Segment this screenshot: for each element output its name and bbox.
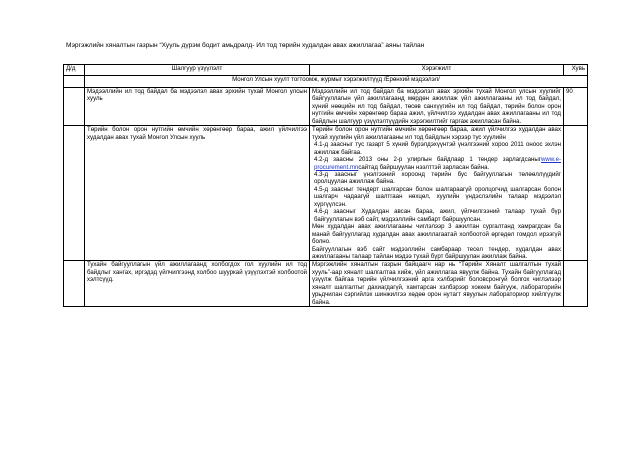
- row-requirement: Төрийн болон орон нутгийн өмчийн хөрөнгөөр бараа, ажил үйлчилгээ худалдан авах тухай Монгол Улсын хууль: [85, 126, 310, 261]
- row-no: [64, 126, 85, 261]
- section-title: Монгол Улсын хуулт тогтоомж, журмыг хэрэгжилтүүд /Ерөнхий мэдээлэл/: [85, 76, 588, 88]
- row-requirement: Мэдээллийн ил тод байдал ба мэдээлэл авах эрхийн тухай Монгол улсын хууль: [85, 88, 310, 126]
- table-header-row: [64, 65, 588, 76]
- row-requirement: Тухайн байгууллагын үйл ажиллагаанд холбогдох гол хуулийн ил тод байдлыг хангах, иргэдэд үйлчилгээнд холбоо шууркай үзүүлэхтэй холбоотой хэлтсүүд.: [85, 261, 310, 307]
- row-no: [64, 88, 85, 126]
- implementation-paragraph-with-link: 4.2-д заасны 2013 оны 2-р улирлын байдлаар 1 тендер зарлагдсаныгwww.e-procurement.mnсайтад байршуулан нээлттэй зарласан байна.: [314, 156, 561, 171]
- table-row: [64, 261, 588, 307]
- header-requirement: Шалгуур үзүүлэлт: [85, 65, 310, 76]
- section-row: [64, 76, 588, 88]
- header-percent: Хувь: [564, 65, 588, 76]
- implementation-paragraph: 4.3-д заасныг үнэлгээний хороонд төрийн бус байгууллагын төлөөллүүдийг оролцуулан ажиллаж байна.: [314, 170, 561, 186]
- row-percent: [564, 261, 588, 307]
- table-row: [64, 88, 588, 126]
- document-title: Мэргэжлийн хяналтын газрын “Хууль дүрэм бодит амьдралд- Ил тод төрийн худалдан авах ажиллагаа” аяны тайлан: [66, 42, 425, 49]
- implementation-paragraph: 4.1-д заасныг тус газарт 5 хүний бүрэлдэхүүнтэй үнэлгээний хороо 2011 оноос эхлэн ажиллаж байгаа.: [314, 141, 561, 156]
- header-implementation: Хэрэгжилт: [310, 65, 564, 76]
- implementation-paragraph: 4.6-д заасныг Худалдан авсан бараа, ажил, үйлчилгээний талаар тухай бүр байгууллагын вэб сайт, мэдээллийн самбарт байршуулсан.: [314, 208, 561, 223]
- row-percent: [564, 126, 588, 261]
- implementation-paragraph: Мэргэжлийн хяналтын газрын байцаагч нар нь “Төрийн Хяналт шалгалтын тухай хууль”-аар хяналт шалгалтаа хийж, үйл ажиллагаа явуулж байна. Тухайн байгууллагад үзүүлж байгаа төрийн үйлчилгээний арга хэлбэрийг боловсронгуй болгох чиглэлээр хяналт шалгалтыг дахиагдагүй, хамтарсан хэлбэрээр хоккем байгууж, лабораторийн урьдчилан сэргийлэх шинжилгээ хөдөө орон нутагт явуулын лабораториор хийлгүүлж байна.: [312, 261, 561, 306]
- row-no: [64, 261, 85, 307]
- procurement-link[interactable]: www.e-procurement.mn: [314, 156, 561, 171]
- report-table: [63, 64, 588, 307]
- implementation-paragraph: Байгууллагын вэб сайт мэдээллийн самбараар тесел тендер, худалдан авах ажиллагааны талаар тайлан мэдээ тухай бүрт байршуулан ажиллаж байна.: [312, 245, 561, 260]
- implementation-paragraph: Төрийн болон орон нутгийн өмчийн хөрөнгөөр бараа, ажил үйлчилгээ худалдан авах тухай хуулийн үйл ажиллагааны ил тод байдлын хэрээр тус хуулийн: [312, 126, 561, 141]
- implementation-paragraph: 4.5-д заасныг тендерт шалгарсан болон шалгараагүй оролцогчид шалгарсан болон шалгарч чадаагүй шалтгаан нөхцөл, хуулийн үндэслэлийн талаар мэдээлэл хүргүүлсэн.: [314, 185, 561, 208]
- row-implementation: [310, 126, 564, 261]
- section-cell-empty: [64, 76, 85, 88]
- header-no: Д/д: [64, 65, 85, 76]
- row-implementation: [310, 88, 564, 126]
- table-row: [64, 126, 588, 261]
- row-implementation: [310, 261, 564, 307]
- implementation-paragraph: Мөн худалдан авах ажиллагааны чиглэлээр 3 ажилтан сургалтанд хамрагдсан ба манай байгууллагад худалдан авах ажиллагаатай холбоотой өргөдөл гомдол ирээгүй болно.: [312, 223, 561, 246]
- row-percent: 90: [564, 88, 588, 126]
- implementation-paragraph: Мэдээллийн ил тод байдал ба мэдээлэл авах эрхийн тухай Монгол улсын хуулийг байгууллагын үйл ажиллагаанд мөрдөн ажиллаж үйл ажиллагааны ил тод байдал, хүний нөөцийн ил тод байдал, төсөв санхүүгийн ил тод байдал, төрийн болон орон нутгийн өмчийн хөрөнгөөр бараа ажил, үйлчилгээ худалдан авах ажиллагааны ил тод байдлын шалгуур үзүүлэлтүүдийн хэрэгжилтийг гаргаж ажилласан байна.: [312, 88, 561, 125]
